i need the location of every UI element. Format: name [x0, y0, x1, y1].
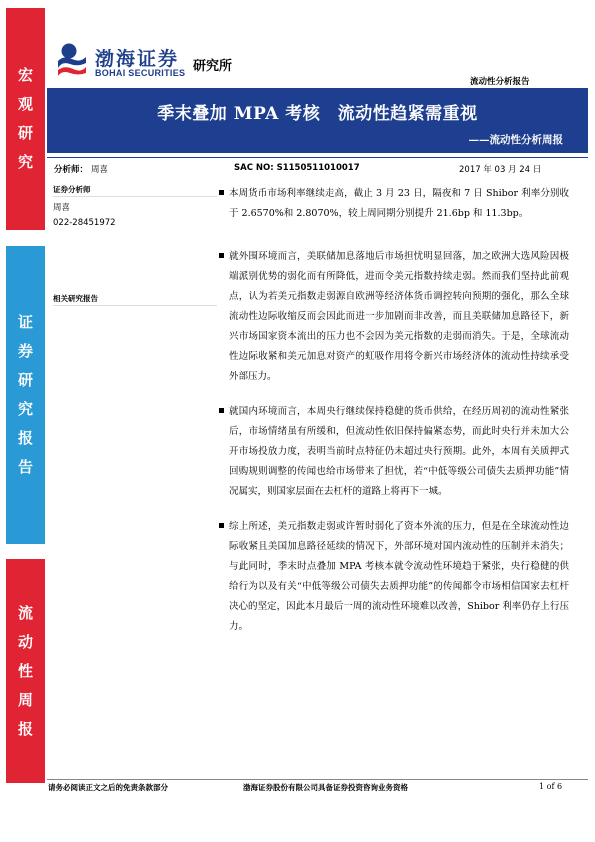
analyst-name: 周喜: [90, 165, 108, 175]
banner-char: 报: [17, 719, 33, 738]
body-paragraph: [229, 402, 569, 502]
footer-divider: [47, 779, 588, 780]
vertical-banner: [6, 8, 45, 783]
body-paragraph: [229, 517, 569, 637]
bullet-icon: [219, 253, 224, 258]
banner-char: 告: [17, 458, 33, 476]
bohai-logo-icon: [56, 41, 88, 77]
paragraph-text: 本周货币市场利率继续走高，截止 3 月 23 日，隔夜和 7 日 Shibor 利率分别收于 2.6570%和 2.8070%，较上周同期分别提升 21.6bp 和 11.3bp。: [229, 188, 569, 219]
banner-char: 研: [17, 371, 33, 389]
bullet-icon: [219, 408, 224, 413]
paragraph-text: 综上所述，美元指数走弱或许暂时弱化了资本外流的压力，但是在全球流动性边际收紧且美国加息路径延续的情况下，外部环境对国内流动性的压制并未消失；与此同时，季末时点叠加 MPA 考核本就令流动性环境趋于紧张，央行稳健的供给行为以及有关“中低等级公司债失去质押功能”的传闻都令市场相信国家去杠杆决心的坚定，因此本月最后一周的流动性环境难以改善，Shibor 利率仍存上行压力。: [229, 521, 569, 632]
banner-char: 性: [17, 661, 33, 680]
banner-char: 流: [17, 603, 33, 622]
related-divider: [53, 305, 217, 306]
institute-name: 研究所: [193, 59, 233, 74]
analyst-label: 分析师：: [54, 165, 89, 175]
meta-divider: [47, 157, 588, 158]
banner-securities-report: [6, 246, 45, 544]
paragraph-text: 就国内环境而言，本周央行继续保持稳健的货币供给，在经历周初的流动性紧张后，市场情绪虽有所缓和，但流动性依旧保持偏紧态势，而此时央行并未加大公开市场投放力度，表明当前时点特征仍未超过央行预期。此外，本周有关质押式回购规则调整的传闻也给市场带来了担忧，若“中低等级公司债失去质押功能”情况属实，则国家层面在去杠杆的道路上将再下一城。: [229, 406, 569, 497]
footer-disclaimer: 请务必阅读正文之后的免责条款部分: [48, 783, 168, 792]
report-subtitle: ——流动性分析周报: [468, 134, 563, 146]
title-banner: [47, 88, 588, 153]
bullet-icon: [219, 523, 224, 528]
banner-liquidity-weekly: [6, 559, 45, 783]
sac-label: SAC NO:: [234, 163, 274, 173]
banner-char: 研: [17, 124, 33, 142]
logo-chinese-name: 渤海证券: [95, 48, 180, 70]
contact-section-label: 证券分析师: [53, 185, 91, 194]
banner-char: 究: [17, 153, 33, 171]
banner-char: 动: [17, 632, 33, 651]
banner-char: 报: [17, 429, 33, 447]
contact-phone: 022-28451972: [53, 218, 116, 228]
analyst-meta: [54, 163, 108, 175]
banner-char: 证: [17, 313, 33, 331]
contact-divider: [53, 196, 217, 197]
contact-name: 周喜: [53, 203, 71, 213]
body-paragraph: [229, 247, 569, 387]
banner-char: 周: [17, 690, 33, 709]
page-number: 1 of 6: [539, 782, 563, 791]
body-paragraph: [229, 184, 569, 224]
sac-value: S1150511010017: [276, 163, 360, 173]
sac-meta: [234, 163, 360, 173]
paragraph-text: 就外围环境而言，美联储加息落地后市场担忧明显回落，加之欧洲大选风险因极端派别优势的弱化而有所降低，进而令美元指数持续走弱。然而我们坚持此前观点，认为若美元指数走弱源自欧洲等经济体货币调控转向预期的强化，那么全球流动性边际收缩反而会因此而进一步加剧而非改善，而且美联储加息路径下，新兴市场国家资本流出的压力也不会因为美元指数的走弱而消失。于是，全球流动性边际收紧和美元加息对资产的虹吸作用将令新兴市场经济体的流动性持续承受外部压力。: [229, 251, 569, 382]
banner-macro-research: [6, 8, 45, 230]
footer-license: 渤海证券股份有限公司具备证券投资咨询业务资格: [243, 783, 408, 792]
banner-char: 观: [17, 95, 33, 113]
banner-char: 券: [17, 342, 33, 360]
bullet-icon: [219, 190, 224, 195]
report-title: 季末叠加 MPA 考核 流动性趋紧需重视: [157, 104, 478, 124]
report-type-label: 流动性分析报告: [470, 77, 530, 87]
logo-english-name: BOHAI SECURITIES: [95, 68, 186, 78]
report-date: 2017 年 03 月 24 日: [459, 165, 542, 175]
banner-char: 宏: [17, 66, 33, 84]
banner-char: 究: [17, 400, 33, 418]
related-reports-label: 相关研究报告: [53, 294, 98, 303]
